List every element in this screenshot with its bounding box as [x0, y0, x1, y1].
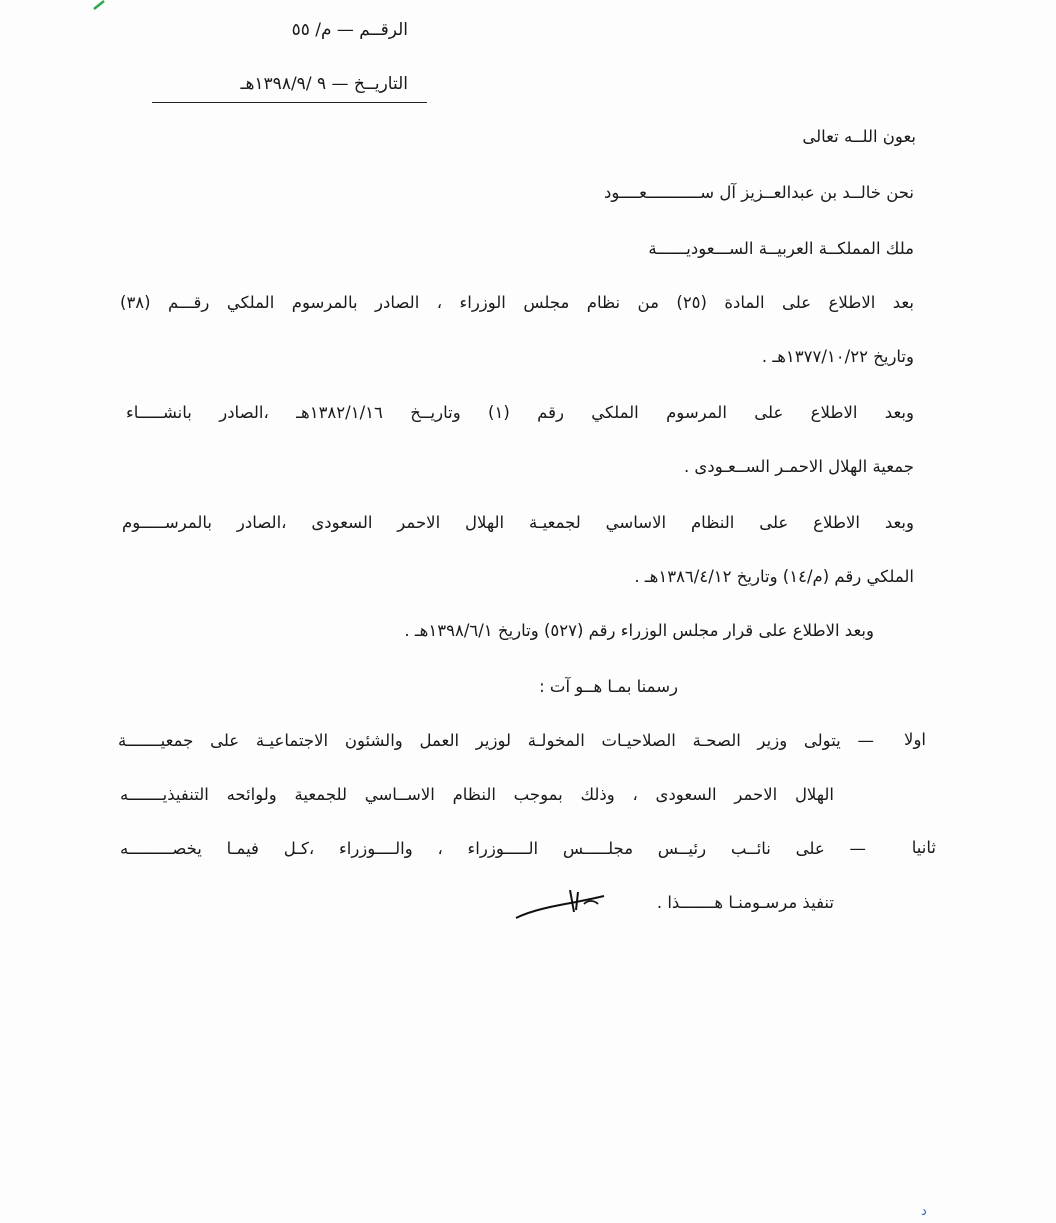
- item-label-second: ثانيا: [911, 838, 936, 857]
- item-label-first: اولا: [904, 730, 926, 749]
- reference-number: الرقــم — م/ ٥٥: [291, 20, 408, 40]
- preamble-line: وتاريخ ١٣٧٧/١٠/٢٢هـ .: [761, 347, 914, 366]
- decree-intro: رسمنا بمـا هــو آت :: [539, 677, 678, 696]
- issuer-line: نحن خالــد بن عبدالعــزيز آل ســـــــــــعــــود: [603, 183, 914, 202]
- item-second-line: — على نائــب رئيــس مجلـــــس الـــــوزراء ، والــــوزراء ،كـل فيمـا يخصـــــــــه: [120, 839, 866, 858]
- preamble-line: الملكي رقم (م/١٤) وتاريخ ١٣٨٦/٤/١٢هـ .: [634, 567, 914, 586]
- item-first-line: — يتولى وزير الصحـة الصلاحيـات المخولـة لوزير العمل والشئون الاجتماعيـة على جمعيـــــــة: [118, 731, 874, 750]
- preamble-line: وبعد الاطلاع على النظام الاساسي لجمعيـة الهلال الاحمر السعودى ،الصادر بالمرســـــوم: [122, 513, 914, 532]
- item-first-line: الهلال الاحمر السعودى ، وذلك بموجب النظام الاســاسي للجمعية ولوائحه التنفيذيـــــــه: [120, 785, 834, 804]
- corner-mark: د: [921, 1204, 927, 1219]
- preamble-line: وبعد الاطلاع على قرار مجلس الوزراء رقم (٥٢٧) وتاريخ ١٣٩٨/٦/١هـ .: [404, 621, 874, 640]
- preamble-line: بعد الاطلاع على المادة (٢٥) من نظام مجلس الوزراء ، الصادر بالمرسوم الملكي رقـــم (٣٨): [120, 293, 914, 312]
- reference-date: التاريــخ — ٩ /١٣٩٨/٩هـ: [240, 74, 408, 94]
- invocation-line: بعون اللــه تعالى: [802, 127, 916, 146]
- preamble-line: وبعد الاطلاع على المرسوم الملكي رقم (١) وتاريــخ ١٣٨٢/١/١٦هـ ،الصادر بانشـــــاء: [126, 403, 914, 422]
- title-line: ملك المملكــة العربيــة الســـعوديــــــة: [648, 239, 914, 258]
- item-second-line: تنفيذ مرسـومنـا هـــــــذا .: [656, 893, 834, 912]
- preamble-line: جمعية الهلال الاحمـر الســعـودى .: [683, 457, 914, 476]
- signature-mark: [514, 886, 606, 926]
- date-underline: [152, 102, 427, 103]
- green-edge-mark: [92, 0, 106, 10]
